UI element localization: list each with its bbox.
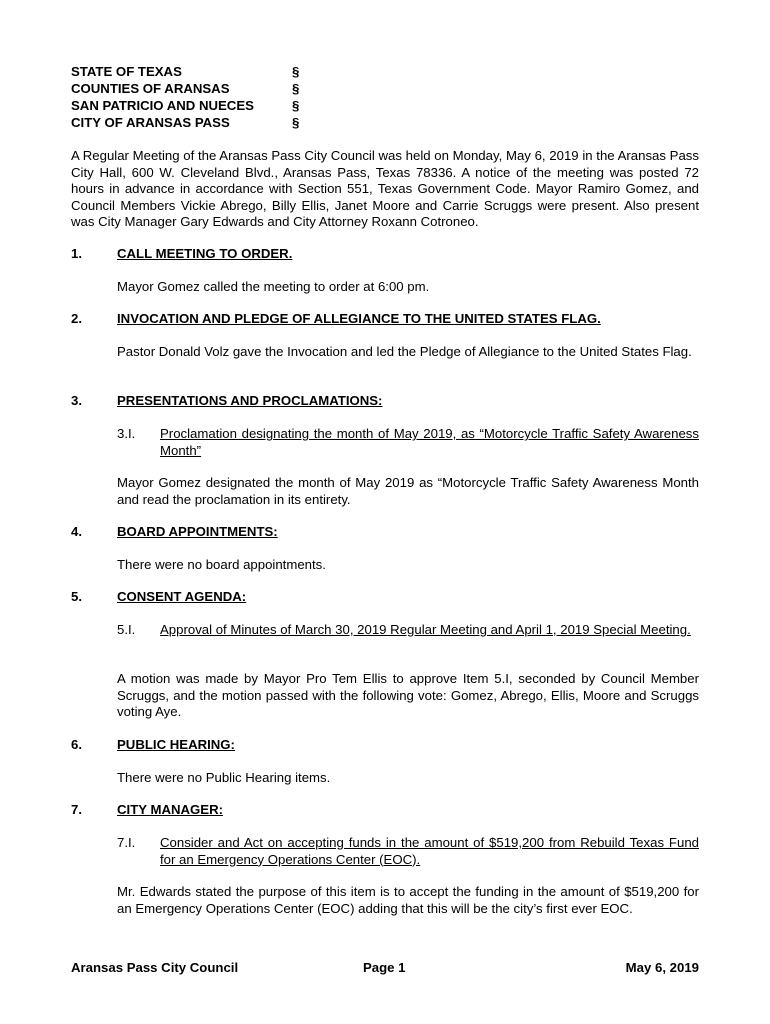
sub-item-title: Approval of Minutes of March 30, 2019 Regular Meeting and April 1, 2019 Special Meeting. bbox=[160, 622, 691, 637]
sub-item-number: 5.I. bbox=[117, 622, 136, 637]
agenda-item-3 bbox=[71, 393, 699, 410]
item-title: CALL MEETING TO ORDER. bbox=[117, 246, 293, 261]
sub-item-5-1 bbox=[117, 622, 699, 639]
item-number: 1. bbox=[71, 246, 82, 261]
section-symbol: § bbox=[292, 81, 300, 96]
agenda-item-4 bbox=[71, 524, 699, 541]
section-symbol: § bbox=[292, 98, 300, 113]
item-title: PRESENTATIONS AND PROCLAMATIONS: bbox=[117, 393, 383, 408]
agenda-item-6 bbox=[71, 737, 699, 754]
section-symbol: § bbox=[292, 115, 300, 130]
header-name: CITY OF ARANSAS PASS bbox=[71, 115, 230, 130]
sub-item-number: 3.I. bbox=[117, 426, 136, 441]
header-row bbox=[71, 64, 312, 81]
item-title: CONSENT AGENDA: bbox=[117, 589, 247, 604]
jurisdiction-header bbox=[71, 64, 312, 132]
item-body: Mayor Gomez called the meeting to order at 6:00 pm. bbox=[117, 279, 430, 294]
section-symbol: § bbox=[292, 64, 300, 79]
page-footer bbox=[71, 960, 699, 978]
item-body: Mayor Gomez designated the month of May 2019 as “Motorcycle Traffic Safety Awareness Month and read the proclamation in its entirety. bbox=[117, 475, 699, 507]
footer-council-name: Aransas Pass City Council bbox=[71, 960, 239, 975]
item-number: 2. bbox=[71, 311, 82, 326]
item-number: 4. bbox=[71, 524, 82, 539]
sub-item-title: Proclamation designating the month of May 2019, as “Motorcycle Traffic Safety Awareness Month” bbox=[160, 426, 699, 458]
item-title: INVOCATION AND PLEDGE OF ALLEGIANCE TO THE UNITED STATES FLAG. bbox=[117, 311, 601, 326]
item-number: 6. bbox=[71, 737, 82, 752]
header-name: COUNTIES OF ARANSAS bbox=[71, 81, 230, 96]
sub-item-title: Consider and Act on accepting funds in the amount of $519,200 from Rebuild Texas Fund for an Emergency Operations Center (EOC). bbox=[160, 835, 699, 867]
header-row bbox=[71, 81, 312, 98]
item-number: 5. bbox=[71, 589, 82, 604]
sub-item-number: 7.I. bbox=[117, 835, 136, 850]
footer-page-number: Page 1 bbox=[363, 960, 406, 975]
item-body: A motion was made by Mayor Pro Tem Ellis to approve Item 5.I, seconded by Council Member Scruggs, and the motion passed with the following vote: Gomez, Abrego, Ellis, Moore and Scruggs voting Aye. bbox=[117, 671, 699, 719]
intro-paragraph: A Regular Meeting of the Aransas Pass City Council was held on Monday, May 6, 2019 in the Aransas Pass City Hall, 600 W. Cleveland Blvd., Aransas Pass, Texas 78336. A notice of the meeting was posted 72 hours in advance in accordance with Section 551, Texas Government Code. Mayor Ramiro Gomez, and Council Members Vickie Abrego, Billy Ellis, Janet Moore and Carrie Scruggs were present. Also present was City Manager Gary Edwards and City Attorney Roxann Cotroneo. bbox=[71, 148, 699, 229]
item-title: CITY MANAGER: bbox=[117, 802, 223, 817]
header-name: SAN PATRICIO AND NUECES bbox=[71, 98, 254, 113]
footer-date: May 6, 2019 bbox=[625, 960, 699, 975]
sub-item-7-1 bbox=[117, 835, 699, 868]
header-name: STATE OF TEXAS bbox=[71, 64, 182, 79]
item-body: There were no board appointments. bbox=[117, 557, 326, 572]
item-title: PUBLIC HEARING: bbox=[117, 737, 235, 752]
item-number: 3. bbox=[71, 393, 82, 408]
sub-item-3-1 bbox=[117, 426, 699, 459]
item-body: There were no Public Hearing items. bbox=[117, 770, 331, 785]
header-row bbox=[71, 115, 312, 132]
agenda-item-7 bbox=[71, 802, 699, 819]
item-title: BOARD APPOINTMENTS: bbox=[117, 524, 278, 539]
agenda-item-5 bbox=[71, 589, 699, 606]
item-number: 7. bbox=[71, 802, 82, 817]
header-row bbox=[71, 98, 312, 115]
agenda-item-2 bbox=[71, 311, 699, 328]
item-body: Pastor Donald Volz gave the Invocation and led the Pledge of Allegiance to the United States Flag. bbox=[117, 344, 692, 359]
item-body: Mr. Edwards stated the purpose of this item is to accept the funding in the amount of $519,200 for an Emergency Operations Center (EOC) adding that this will be the city’s first ever EOC. bbox=[117, 884, 699, 916]
agenda-item-1 bbox=[71, 246, 699, 263]
